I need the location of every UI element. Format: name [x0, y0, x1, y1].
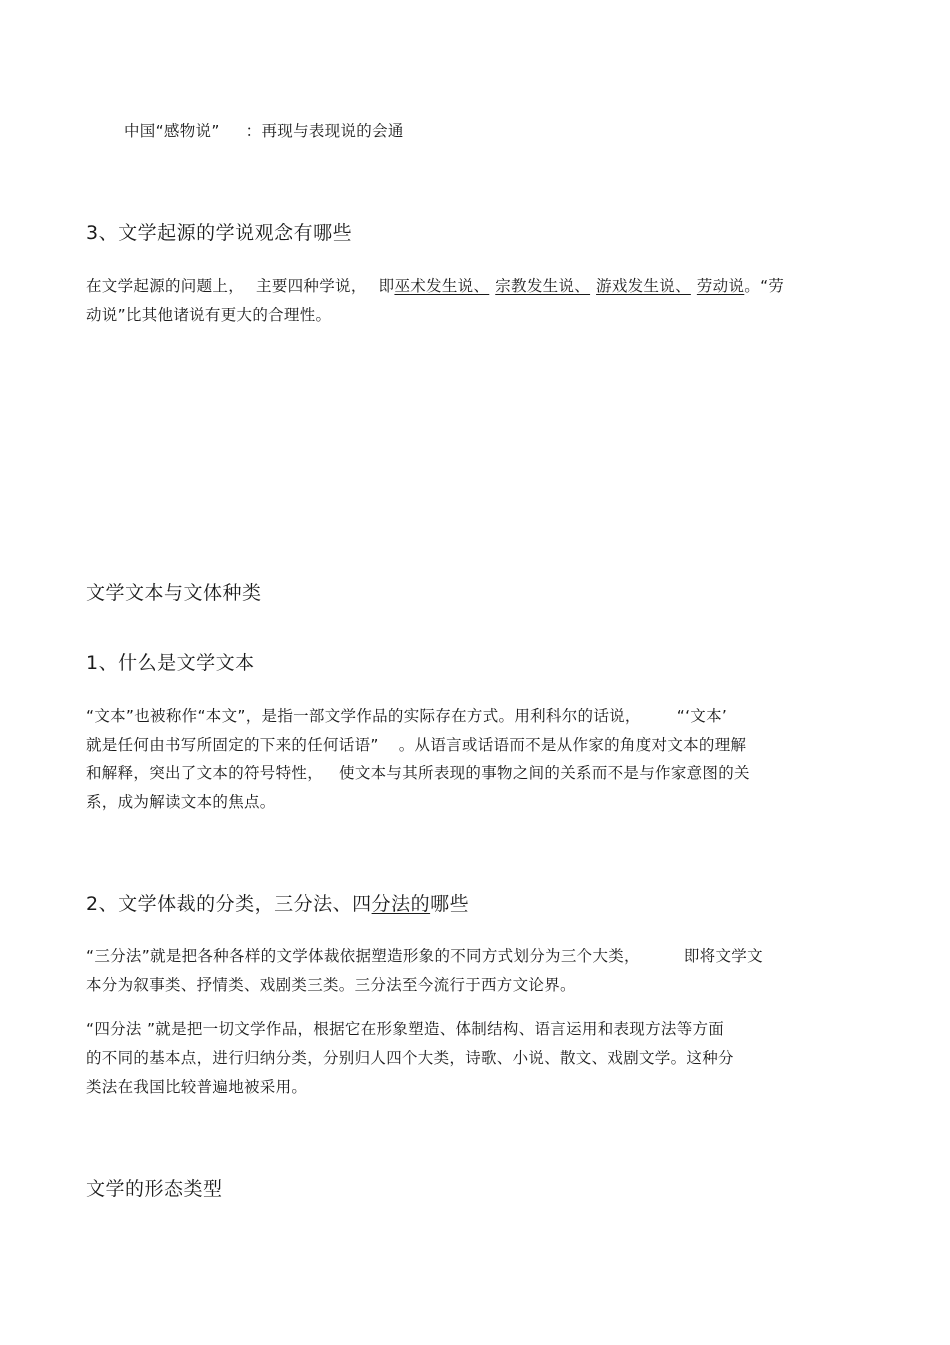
section-3-paragraph-line: 动说”比其他诸说有更大的合理性。: [86, 306, 332, 324]
top-line: [124, 121, 404, 141]
text-fragment: 中国“感物说”: [124, 122, 220, 140]
underlined-text: [394, 277, 744, 295]
question-1-heading: 1、什么是文学文本: [86, 652, 255, 674]
chapter-title: 文学的形态类型: [86, 1178, 223, 1200]
section-3-paragraph-line: [86, 276, 784, 296]
text-fragment: “三分法”就是把各种各样的文学体裁依据塑造形象的不同方式划分为三个大类，: [86, 947, 640, 965]
question-1-line: [86, 735, 746, 755]
text-fragment: 巫术发生说、: [394, 277, 490, 295]
question-1-line: [86, 763, 750, 783]
question-2-line: 本分为叙事类、抒情类、戏剧类三类。三分法至今流行于西方文论界。: [86, 976, 576, 994]
chapter-title: 文学文本与文体种类: [86, 582, 262, 604]
text-fragment: 宗教发生说、: [495, 277, 591, 295]
text-fragment: 主要四种学说，: [256, 277, 367, 295]
text-fragment: 即将文学文: [683, 947, 763, 965]
underlined-text: 分法的: [371, 893, 431, 915]
text-fragment: 就是任何由书写所固定的下来的任何话语”: [86, 736, 379, 754]
text-fragment: “文本”也被称作“本文”，是指一部文学作品的实际存在方式。用利科尔的话说，: [86, 707, 641, 725]
text-fragment: 使文本与其所表现的事物之间的关系而不是与作家意图的关: [339, 764, 750, 782]
text-fragment: “‘文本’: [676, 707, 728, 725]
text-fragment: 和解释，突出了文本的符号特性，: [86, 764, 324, 782]
text-fragment: 即: [378, 277, 395, 295]
question-1-line: [86, 706, 727, 726]
text-fragment: 。“劳: [744, 277, 785, 295]
text-fragment: 在文学起源的问题上，: [86, 277, 245, 295]
question-2-line: “四分法 ”就是把一切文学作品，根据它在形象塑造、体制结构、语言运用和表现方法等方面: [86, 1020, 725, 1038]
question-2-line: [86, 946, 763, 966]
text-fragment: 。从语言或话语而不是从作家的角度对文本的理解: [398, 736, 747, 754]
text-fragment: 游戏发生说、: [596, 277, 691, 295]
text-fragment: ：再现与表现说的会通: [245, 122, 404, 140]
question-1-line: 系，成为解读文本的焦点。: [86, 793, 276, 811]
question-2-line: 类法在我国比较普遍地被采用。: [86, 1078, 308, 1096]
text-fragment: 劳动说: [696, 277, 745, 295]
question-2-line: 的不同的基本点，进行归纳分类，分别归人四个大类，诗歌、小说、散文、戏剧文学。这种分: [86, 1049, 734, 1067]
question-2-heading: [86, 892, 469, 916]
text-fragment: 哪些: [430, 893, 470, 915]
section-3-heading: 3、文学起源的学说观念有哪些: [86, 222, 353, 244]
text-fragment: 2、文学体裁的分类，三分法、四: [86, 893, 372, 915]
